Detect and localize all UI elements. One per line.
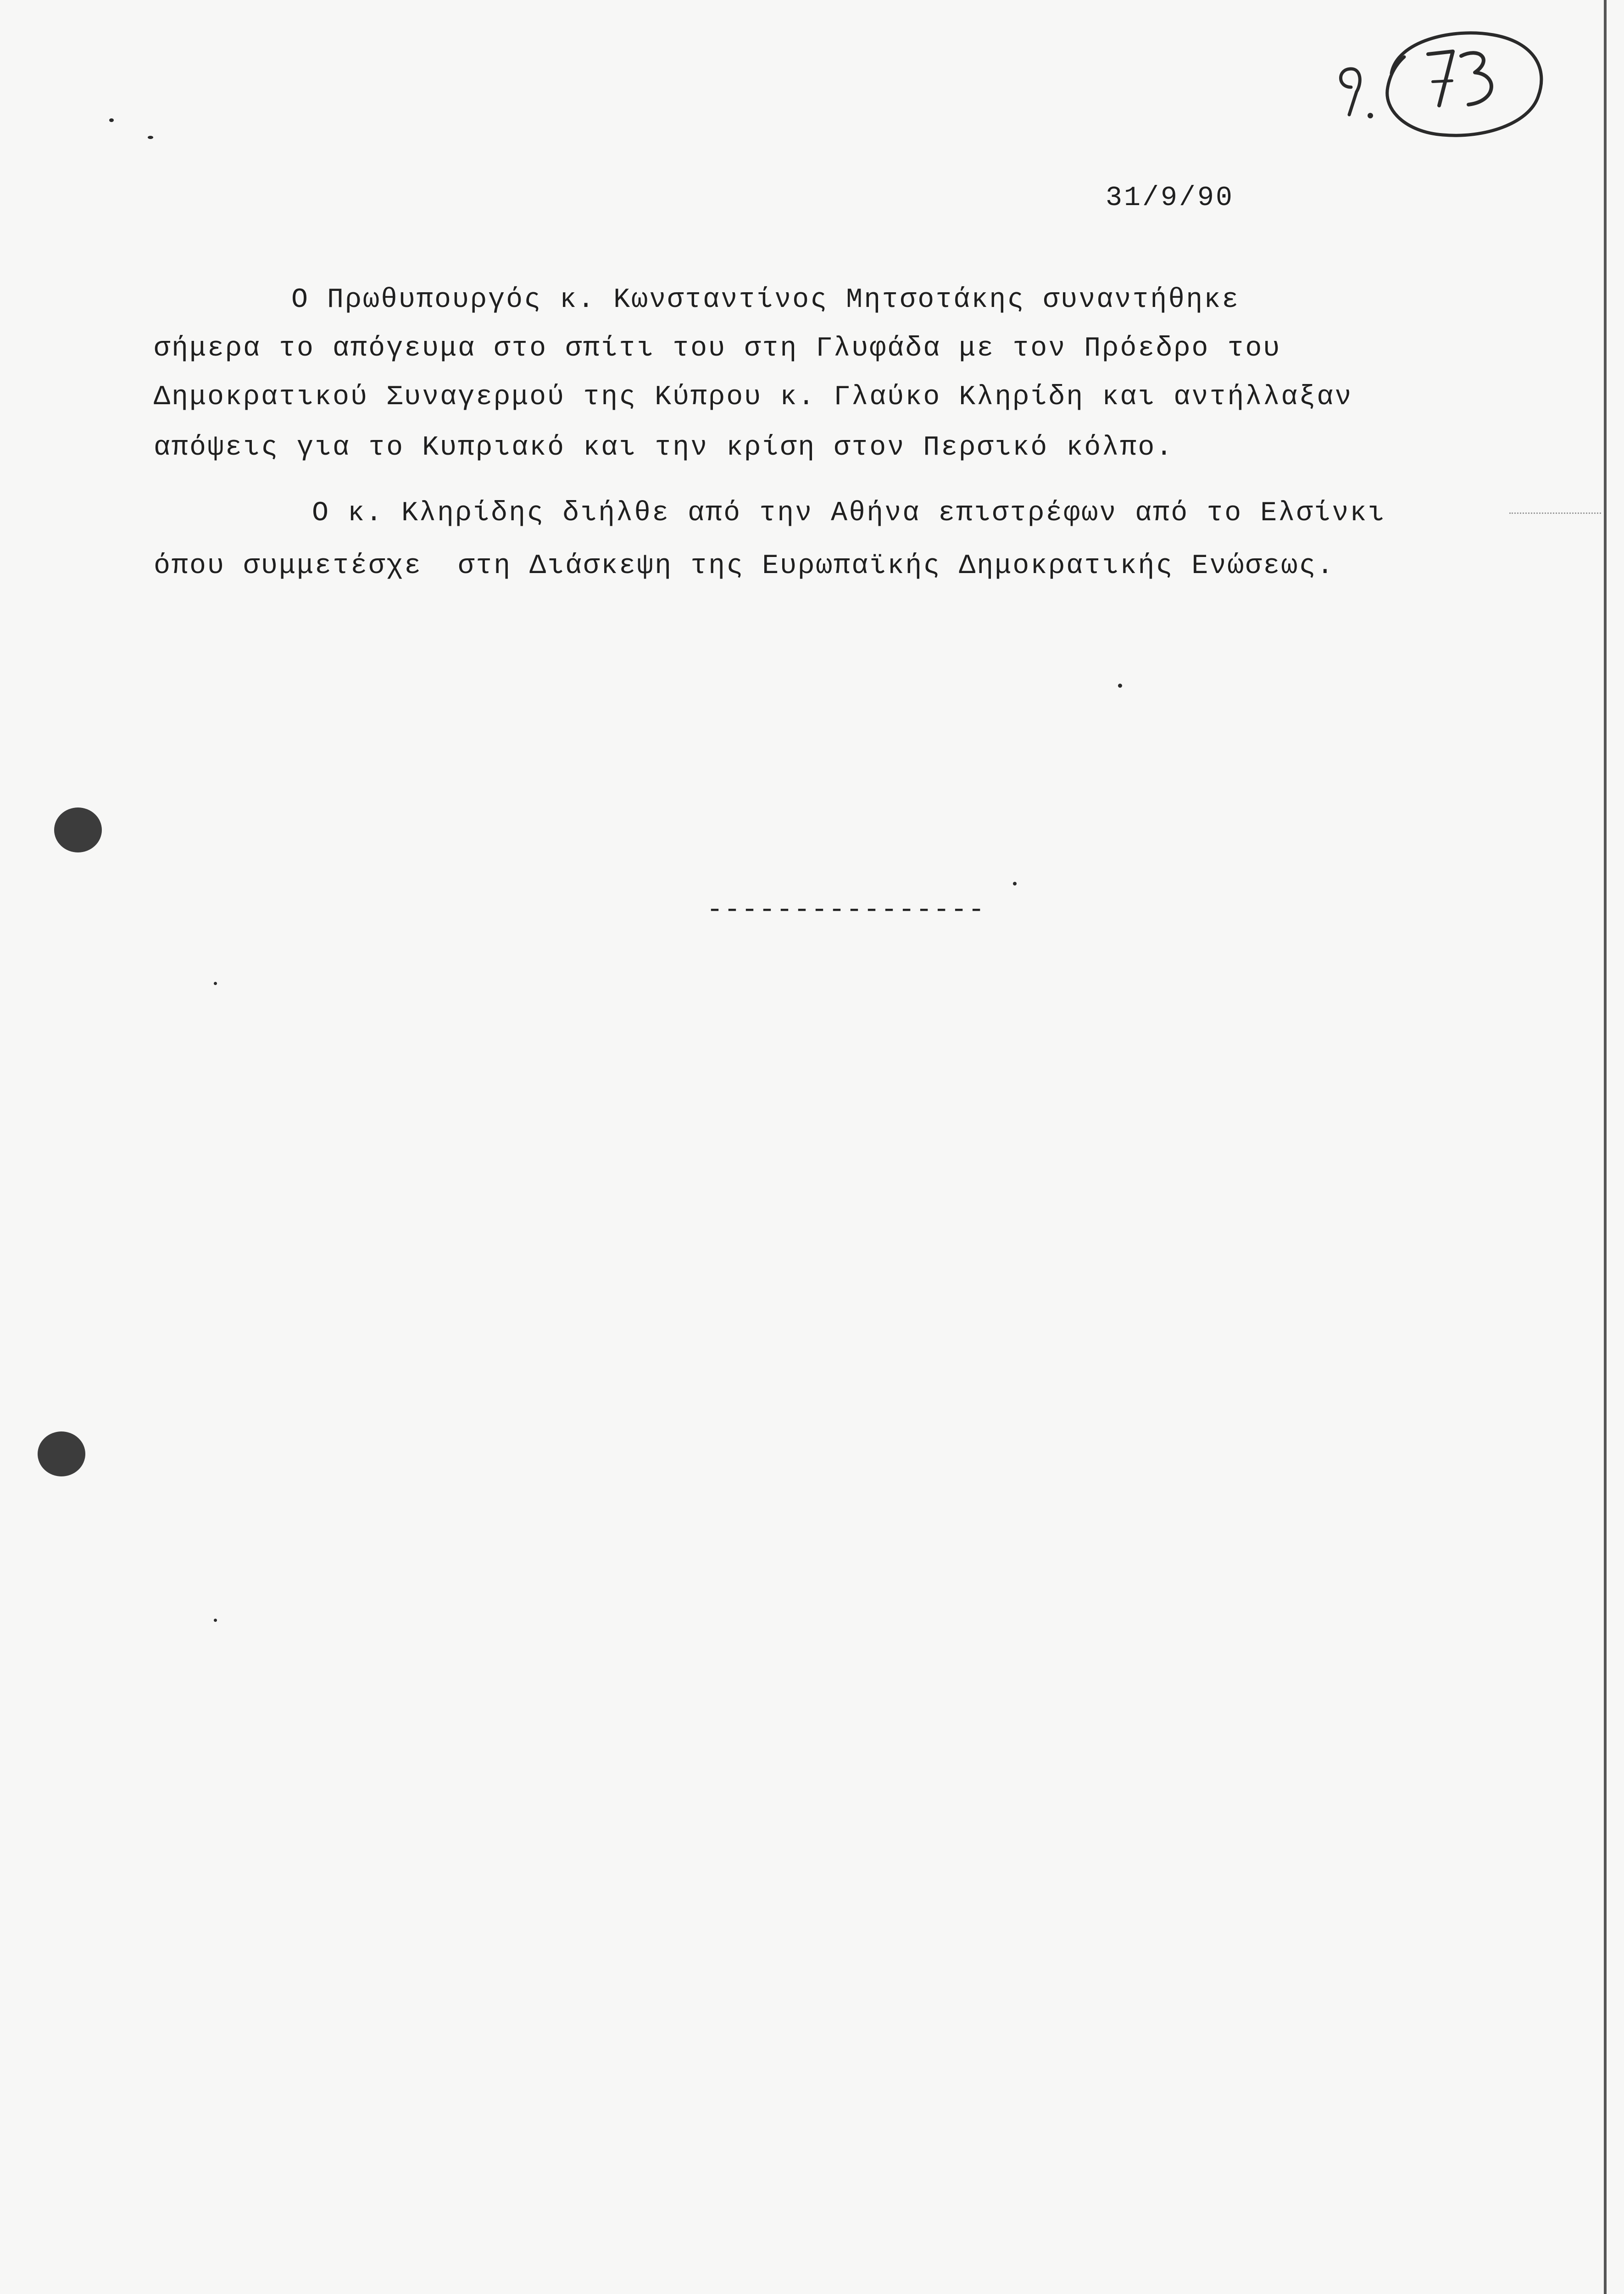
punch-hole-top xyxy=(54,807,102,852)
end-separator: ---------------- xyxy=(706,895,986,926)
scan-artifact-dotted-line xyxy=(1509,512,1601,514)
document-date: 31/9/90 xyxy=(1106,183,1235,214)
scan-speck xyxy=(214,982,217,985)
scan-speck xyxy=(148,136,153,139)
paragraph-2-line-2: όπου συμμετέσχε στη Διάσκεψη της Ευρωπαϊκής Δημοκρατικής Ενώσεως. xyxy=(154,551,1335,582)
circled-page-number-drawing xyxy=(1333,18,1553,156)
scan-speck xyxy=(1013,882,1017,885)
scan-speck xyxy=(1118,684,1122,688)
scan-speck xyxy=(214,1619,217,1622)
scan-speck xyxy=(109,118,114,122)
page-edge-shadow xyxy=(1604,0,1607,2294)
paragraph-2-line-1: Ο κ. Κληρίδης διήλθε από την Αθήνα επιστρέφων από το Ελσίνκι xyxy=(312,498,1386,529)
paragraph-1-line-4: απόψεις για το Κυπριακό και την κρίση στον Περσικό κόλπο. xyxy=(154,432,1174,463)
handwritten-archive-mark xyxy=(1333,18,1553,156)
paragraph-1-line-2: σήμερα το απόγευμα στο σπίτι του στη Γλυφάδα με τον Πρόεδρο του xyxy=(154,333,1281,364)
punch-hole-bottom xyxy=(38,1431,85,1476)
paragraph-1-line-1: Ο Πρωθυπουργός κ. Κωνσταντίνος Μητσοτάκης συναντήθηκε xyxy=(291,284,1240,316)
paragraph-1-line-3: Δημοκρατικού Συναγερμού της Κύπρου κ. Γλαύκο Κληρίδη και αντήλλαξαν xyxy=(154,382,1353,413)
